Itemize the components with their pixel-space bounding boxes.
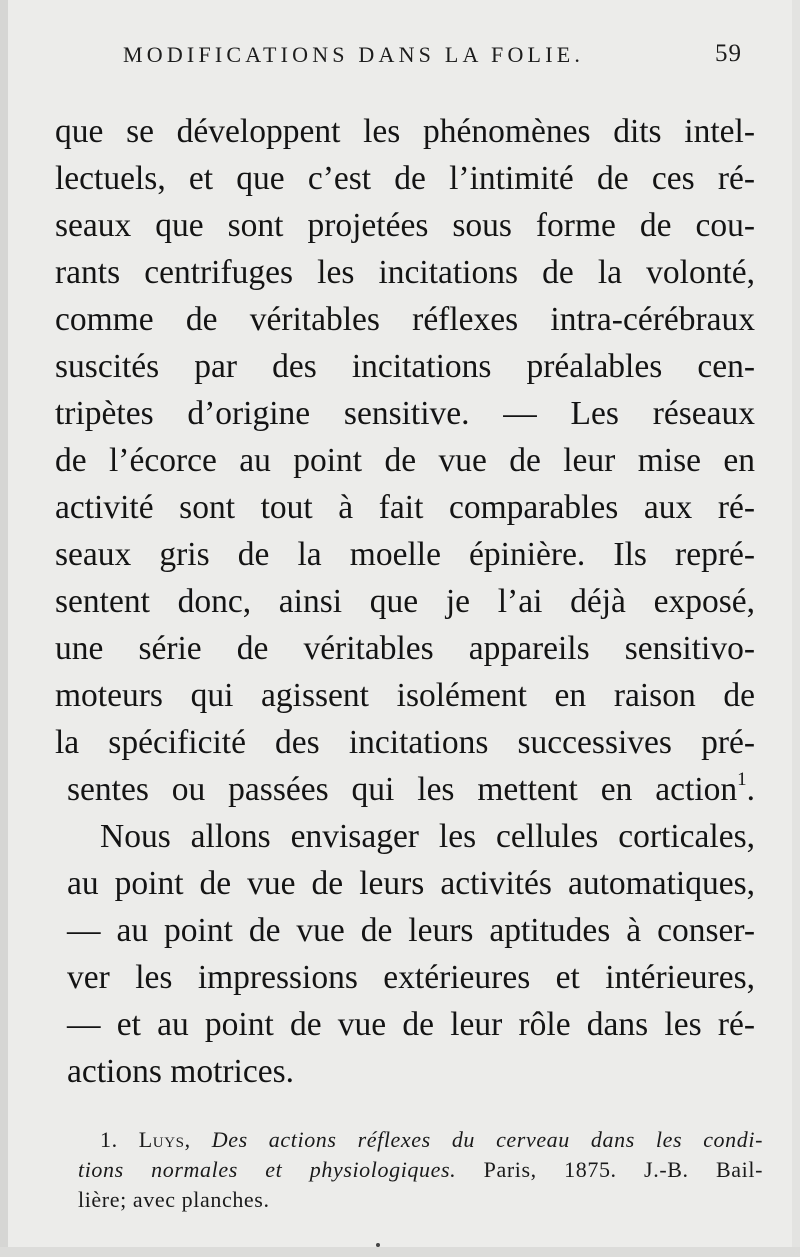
paragraph-first-line: Nous allons envisager les cellules corticales,	[100, 818, 755, 855]
text-line: sentent donc, ainsi que je l’ai déjà exposé,	[55, 583, 755, 620]
footnote-line	[78, 1155, 763, 1185]
text-line: la spécificité des incitations successives pré-	[55, 724, 755, 761]
footnote-title: Des actions réflexes du cerveau dans les condi-	[211, 1127, 763, 1152]
text-line: ver les impressions extérieures et intérieures,	[67, 959, 755, 996]
footnote-publication: Paris, 1875. J.-B. Bail-	[483, 1157, 764, 1182]
text-line: actions motrices.	[67, 1053, 294, 1090]
page-bottom-edge	[0, 1247, 800, 1257]
footnote-title-cont: tions normales et physiologiques.	[78, 1157, 457, 1182]
text-line: lectuels, et que c’est de l’intimité de ces ré-	[55, 160, 755, 197]
main-text	[55, 108, 755, 1095]
footnote-reference: 1	[737, 769, 747, 790]
sentence-end: .	[746, 771, 755, 808]
text-line: suscités par des incitations préalables cen-	[55, 348, 755, 385]
footnote	[78, 1125, 763, 1215]
page-header	[0, 42, 800, 76]
text-line: tripètes d’origine sensitive. — Les réseaux	[55, 395, 755, 432]
text-line: rants centrifuges les incitations de la volonté,	[55, 254, 755, 291]
text-line: une série de véritables appareils sensitivo-	[55, 630, 755, 667]
text-line: comme de véritables réflexes intra-cérébraux	[55, 301, 755, 338]
text-line: activité sont tout à fait comparables aux ré-	[55, 489, 755, 526]
running-title: MODIFICATIONS DANS LA FOLIE.	[123, 42, 585, 67]
page-number: 59	[715, 40, 742, 67]
text-line: au point de vue de leurs activités automatiques,	[67, 865, 755, 902]
text-line-with-note	[55, 766, 755, 813]
footnote-line	[78, 1125, 763, 1155]
footnote-line: lière; avec planches.	[78, 1187, 270, 1212]
page-left-edge	[0, 0, 8, 1257]
text-line: moteurs qui agissent isolément en raison de	[55, 677, 755, 714]
text-line: — au point de vue de leurs aptitudes à conser-	[67, 912, 755, 949]
footnote-number: 1.	[100, 1127, 118, 1152]
text-line: de l’écorce au point de vue de leur mise en	[55, 442, 755, 479]
text-line: — et au point de vue de leur rôle dans les ré-	[67, 1006, 755, 1043]
text-line: seaux que sont projetées sous forme de cou-	[55, 207, 755, 244]
footnote-author: Luys,	[138, 1127, 191, 1152]
text-line: sentes ou passées qui les mettent en action	[67, 771, 738, 808]
text-line: seaux gris de la moelle épinière. Ils repré-	[55, 536, 755, 573]
text-line: que se développent les phénomènes dits intel-	[55, 113, 755, 150]
